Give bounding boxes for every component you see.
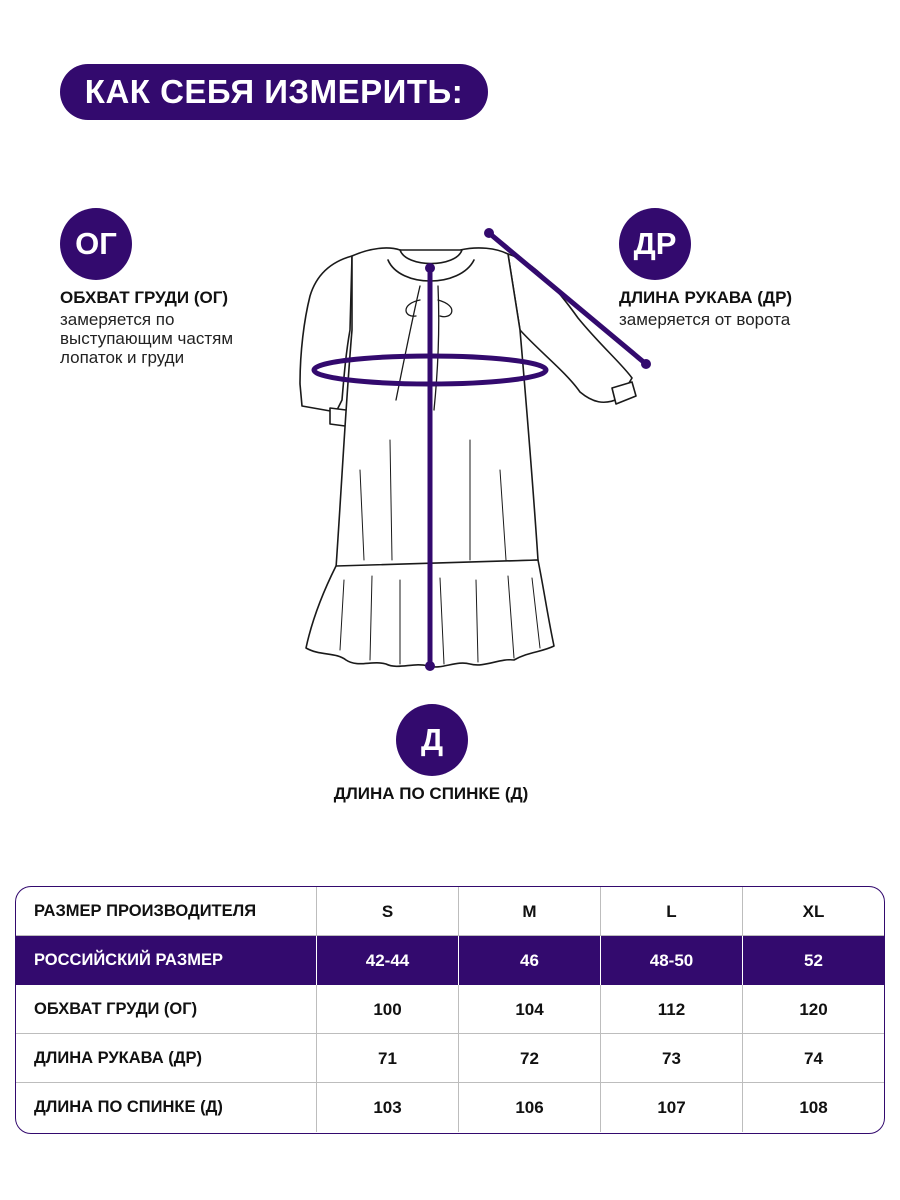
table-cell: 71 (316, 1034, 458, 1082)
row-label: ДЛИНА ПО СПИНКЕ (Д) (34, 1098, 223, 1116)
row-label: РАЗМЕР ПРОИЗВОДИТЕЛЯ (34, 902, 257, 920)
chest-title: ОБХВАТ ГРУДИ (ОГ) (60, 288, 229, 307)
table-cell: M (458, 887, 600, 935)
table-row (16, 985, 884, 1034)
table-row-highlighted (16, 936, 884, 985)
chest-badge: ОГ (60, 208, 132, 280)
table-row (16, 1083, 884, 1132)
dress-body (336, 248, 538, 568)
table-cell: 112 (600, 985, 742, 1033)
chest-desc-line-3: лопаток и груди (60, 348, 185, 367)
table-cell: S (316, 887, 458, 935)
table-cell: 72 (458, 1034, 600, 1082)
left-sleeve (300, 256, 352, 412)
table-cell: 100 (316, 985, 458, 1033)
table-cell: 108 (742, 1083, 884, 1132)
back-title: ДЛИНА ПО СПИНКЕ (Д) (333, 784, 529, 803)
size-table (15, 886, 885, 1134)
chest-desc-line-2: выступающим частям (60, 329, 234, 348)
sleeve-title: ДЛИНА РУКАВА (ДР) (619, 288, 793, 307)
table-cell: 42-44 (316, 936, 458, 985)
sleeve-badge: ДР (619, 208, 691, 280)
table-cell: 120 (742, 985, 884, 1033)
table-cell: 106 (458, 1083, 600, 1132)
row-label: РОССИЙСКИЙ РАЗМЕР (34, 951, 224, 969)
table-row (16, 887, 884, 936)
table-row (16, 1034, 884, 1083)
table-cell: XL (742, 887, 884, 935)
chest-desc-line-1: замеряется по (60, 310, 175, 329)
table-cell: L (600, 887, 742, 935)
table-cell: 104 (458, 985, 600, 1033)
table-cell: 103 (316, 1083, 458, 1132)
sleeve-desc-line-1: замеряется от ворота (619, 310, 791, 329)
table-cell: 74 (742, 1034, 884, 1082)
page-title: КАК СЕБЯ ИЗМЕРИТЬ: (60, 64, 488, 120)
table-cell: 107 (600, 1083, 742, 1132)
back-badge: Д (396, 704, 468, 776)
table-cell: 46 (458, 936, 600, 985)
row-label: ОБХВАТ ГРУДИ (ОГ) (34, 1000, 198, 1018)
table-cell: 52 (742, 936, 884, 985)
table-cell: 73 (600, 1034, 742, 1082)
table-cell: 48-50 (600, 936, 742, 985)
row-label: ДЛИНА РУКАВА (ДР) (34, 1049, 202, 1067)
